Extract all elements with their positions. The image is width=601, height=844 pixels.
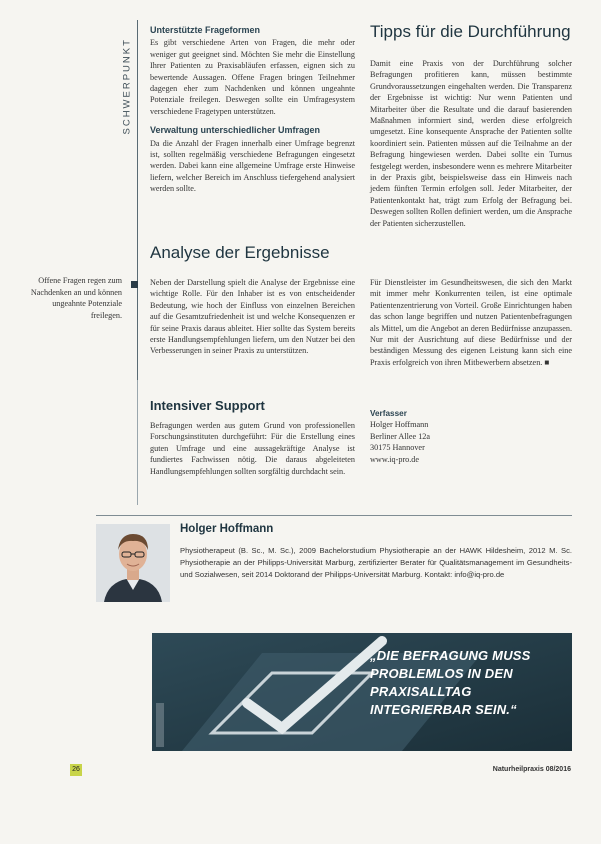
heading-support: Intensiver Support (150, 398, 265, 413)
author-line: Berliner Allee 12a (370, 431, 431, 441)
column-1-analyse (150, 277, 355, 357)
paragraph-support: Befragungen werden aus gutem Grund von professionellen Forschungsinstituten durchgeführt: Für die Erstellung eines guten Umfrage und eine aussagekräftige Analyse ist fundiertes Fachwissen nötig. Die daraus abgeleiteten Handlungsempfehlungen sollten sorgfältig durchdacht sein. (150, 421, 355, 476)
author-line: 30175 Hannover (370, 443, 425, 453)
heading-tipps: Tipps für die Durchführung (370, 22, 571, 41)
paragraph-analyse: Neben der Darstellung spielt die Analyse der Ergebnisse eine wichtige Rolle. Für den Inhaber ist es von entscheidender Bedeutung, wie hoch der Einfluss von einzelnen Bereichen auf die Gesamtzufriedenheit ist und welche Konsequenzen er für seine Praxis daraus ableitet. Hier sollte das System bereits erste Handlungsempfehlungen liefern, um den Nutzer bei den Verbesserungen in seiner Praxis zu unterstützen. (150, 278, 355, 356)
heading-frageformen: Unterstützte Frageformen (150, 25, 261, 35)
side-pull-quote: Offene Fragen regen zum Nachdenken an und können ungeahnte Potenziale freilegen. (30, 276, 122, 320)
heading-analyse: Analyse der Ergebnisse (150, 243, 330, 262)
section-label-container (120, 22, 134, 142)
column-2-top (370, 58, 572, 229)
author-photo (96, 524, 170, 602)
column-1-top (150, 25, 355, 195)
square-bullet-icon (131, 281, 138, 288)
bio-divider (96, 515, 572, 516)
vertical-rule-lower (137, 380, 138, 505)
bio-name: Holger Hoffmann (180, 523, 274, 535)
paragraph-verwaltung: Da die Anzahl der Fragen innerhalb einer Umfrage begrenzt ist, sollten regelmäßig verschiedene Befragungen eingesetzt werden. Dabei kann eine allgemeine Umfrage erste Hinweise liefern, welcher Bereich im Anschluss tiefergehend analysiert werden sollte. (150, 138, 355, 194)
section-label: SCHWERPUNKT (121, 38, 133, 135)
banner-quote: „DIE BEFRAGUNG MUSS PROBLEMLOS IN DEN PRAXISALLTAG INTEGRIERBAR SEIN.“ (370, 648, 531, 717)
footer-publication: Naturheilpraxis 08/2016 (492, 766, 571, 773)
paragraph-frageformen: Es gibt verschiedene Arten von Fragen, die mehr oder weniger gut geeignet sind. Möchten Sie mehr die Einstellung Ihrer Patienten zu Praxisabläufen erfassen, eignen sich zu bewertende Aussagen. Offene Fragen bringen Teilnehmer dagegen eher zum Nachdenken und können ungeahnte Potenziale freilegen. Deswegen sollte ein Umfragesystem verschiedene Fragetypen unterstützen. (150, 38, 355, 116)
author-line: Holger Hoffmann (370, 420, 429, 430)
bio-text: Physiotherapeut (B. Sc., M. Sc.), 2009 Bachelorstudium Physiotherapie an der HAWK Hildesheim, 2012 M. Sc. Physiotherapie an der Philipps-Universität Marburg, zertifizierter Berater für Qualitätsmanagement im Gesundheits- und Sozialwesen, seit 2014 Doktorand der Philipps-Universität Marburg. Kontakt: info@iq-pro.de (180, 546, 572, 579)
quote-banner (152, 633, 572, 751)
heading-verwaltung: Verwaltung unterschiedlicher Umfragen (150, 125, 321, 136)
author-block (370, 408, 572, 465)
paragraph-tipps: Damit eine Praxis von der Durchführung solcher Befragungen profitieren kann, müssen bestimmte Grundvoraussetzungen eingehalten werden. Die Transparenz der Ergebnisse ist wichtig: Nur wenn Patienten und Mitarbeiter über die Resultate und die darauf basierenden Maßnahmen informiert sind, werden diese erfolgreich umgesetzt. Eine konsequente Ansprache der Patienten sollte koordiniert sein. Patienten müssen auf die Teilnahme an der Befragung hingewiesen werden. Dabei sollte ein Turnus festgelegt werden, insbesondere wenn es mehrere Mitarbeiter in der Praxis gibt, beispielsweise dass ein Hinweis nach jedem fünften Termin erfolgen soll. Jeder Mitarbeiter, der Patientenkontakt hat, trägt zum Erfolg der Befragung bei. Deswegen sollten Rollen definiert werden, um die Ansprache der Patienten sicherzustellen. (370, 59, 572, 228)
author-label: Verfasser (370, 409, 407, 418)
column-2-bottom (370, 277, 572, 368)
author-line: www.iq-pro.de (370, 454, 420, 464)
column-1-support (150, 420, 355, 477)
page-number: 26 (70, 764, 82, 776)
paragraph-fazit: Für Dienstleister im Gesundheitswesen, die sich den Markt mit immer mehr Konkurrenten teilen, ist eine optimale Patientenzentrierung von Vorteil. Große Einrichtungen haben das schon lange begriffen und nutzen Patientenbefragungen als Mittel, um die Angebot an deren Bedürfnisse anzupassen. Nur mit der Ausrichtung auf diese Bedürfnisse und der beständigen Messung des eigenen Leistung kann sich eine Praxis erfolgreich von ihren Mitbewerbern absetzen. ■ (370, 278, 572, 367)
vertical-rule (137, 20, 138, 380)
